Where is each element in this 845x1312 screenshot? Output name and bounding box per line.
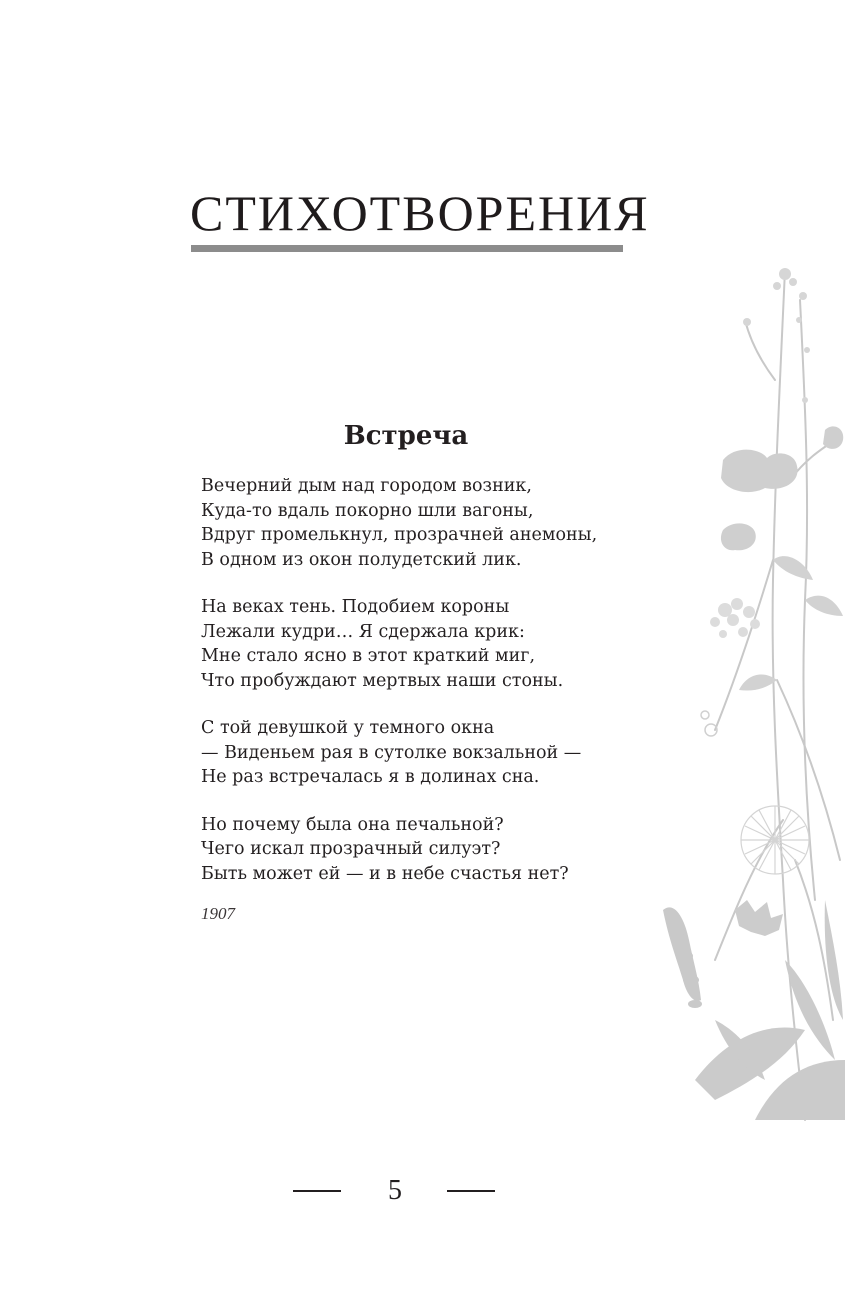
stanza-1 bbox=[201, 474, 641, 572]
poem-line: Вдруг промелькнул, прозрачней анемоны, bbox=[201, 525, 598, 545]
footer-rule-right bbox=[447, 1190, 495, 1192]
poem-year: 1907 bbox=[201, 904, 235, 923]
poem-line: Куда-то вдаль покорно шли вагоны, bbox=[201, 500, 534, 521]
poem-line: С той девушкой у темного окна bbox=[201, 718, 495, 738]
stanza-2 bbox=[201, 595, 641, 693]
page-number: 5 bbox=[388, 1175, 402, 1206]
poem-line: Что пробуждают мертвых наши стоны. bbox=[201, 670, 564, 691]
poem-line: Не раз встречалась я в долинах сна. bbox=[201, 767, 540, 787]
stanza-3 bbox=[201, 716, 641, 790]
footer-rule-left bbox=[293, 1190, 341, 1192]
poem-body bbox=[201, 474, 641, 909]
poem-title: Встреча bbox=[343, 421, 469, 451]
poem-line: В одном из окон полудетский лик. bbox=[201, 549, 522, 570]
poem-line: Лежали кудри… Я сдержала крик: bbox=[201, 621, 525, 642]
poem-line: На веках тень. Подобием короны bbox=[201, 597, 510, 617]
poem-line: Чего искал прозрачный силуэт? bbox=[201, 839, 501, 859]
poem-line: Вечерний дым над городом возник, bbox=[201, 476, 532, 496]
section-title: СТИХОТВОРЕНИЯ bbox=[190, 185, 650, 241]
poem-line: Быть может ей — и в небе счастья нет? bbox=[201, 863, 569, 884]
stanza-4 bbox=[201, 813, 641, 887]
poem-line: — Виденьем рая в сутолке вокзальной — bbox=[201, 742, 582, 763]
poem-line: Мне стало ясно в этот краткий миг, bbox=[201, 646, 536, 666]
title-underline bbox=[191, 245, 623, 252]
poem-line: Но почему была она печальной? bbox=[201, 814, 504, 835]
wildflowers-illustration-icon bbox=[655, 260, 845, 1130]
